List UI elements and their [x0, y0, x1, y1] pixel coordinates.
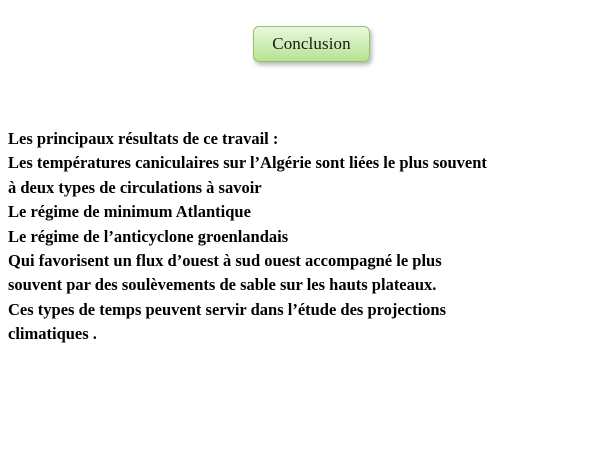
text-line: Les températures caniculaires sur l’Algérie sont liées le plus souvent [8, 153, 487, 173]
text-line: Le régime de minimum Atlantique [8, 202, 251, 222]
text-line: Ces types de temps peuvent servir dans l’étude des projections [8, 299, 446, 319]
text-line: Les principaux résultats de ce travail : [8, 129, 279, 148]
text-line: Le régime de l’anticyclone groenlandais [8, 226, 289, 246]
slide-title: Conclusion [272, 34, 351, 53]
text-line: Qui favorisent un flux d’ouest à sud ouest accompagné le plus [8, 251, 442, 271]
text-line: climatiques . [8, 324, 97, 344]
title-box [253, 26, 370, 62]
text-line: à deux types de circulations à savoir [8, 177, 262, 197]
text-line: souvent par des soulèvements de sable sur les hauts plateaux. [8, 275, 437, 295]
conclusion-text [8, 127, 596, 347]
